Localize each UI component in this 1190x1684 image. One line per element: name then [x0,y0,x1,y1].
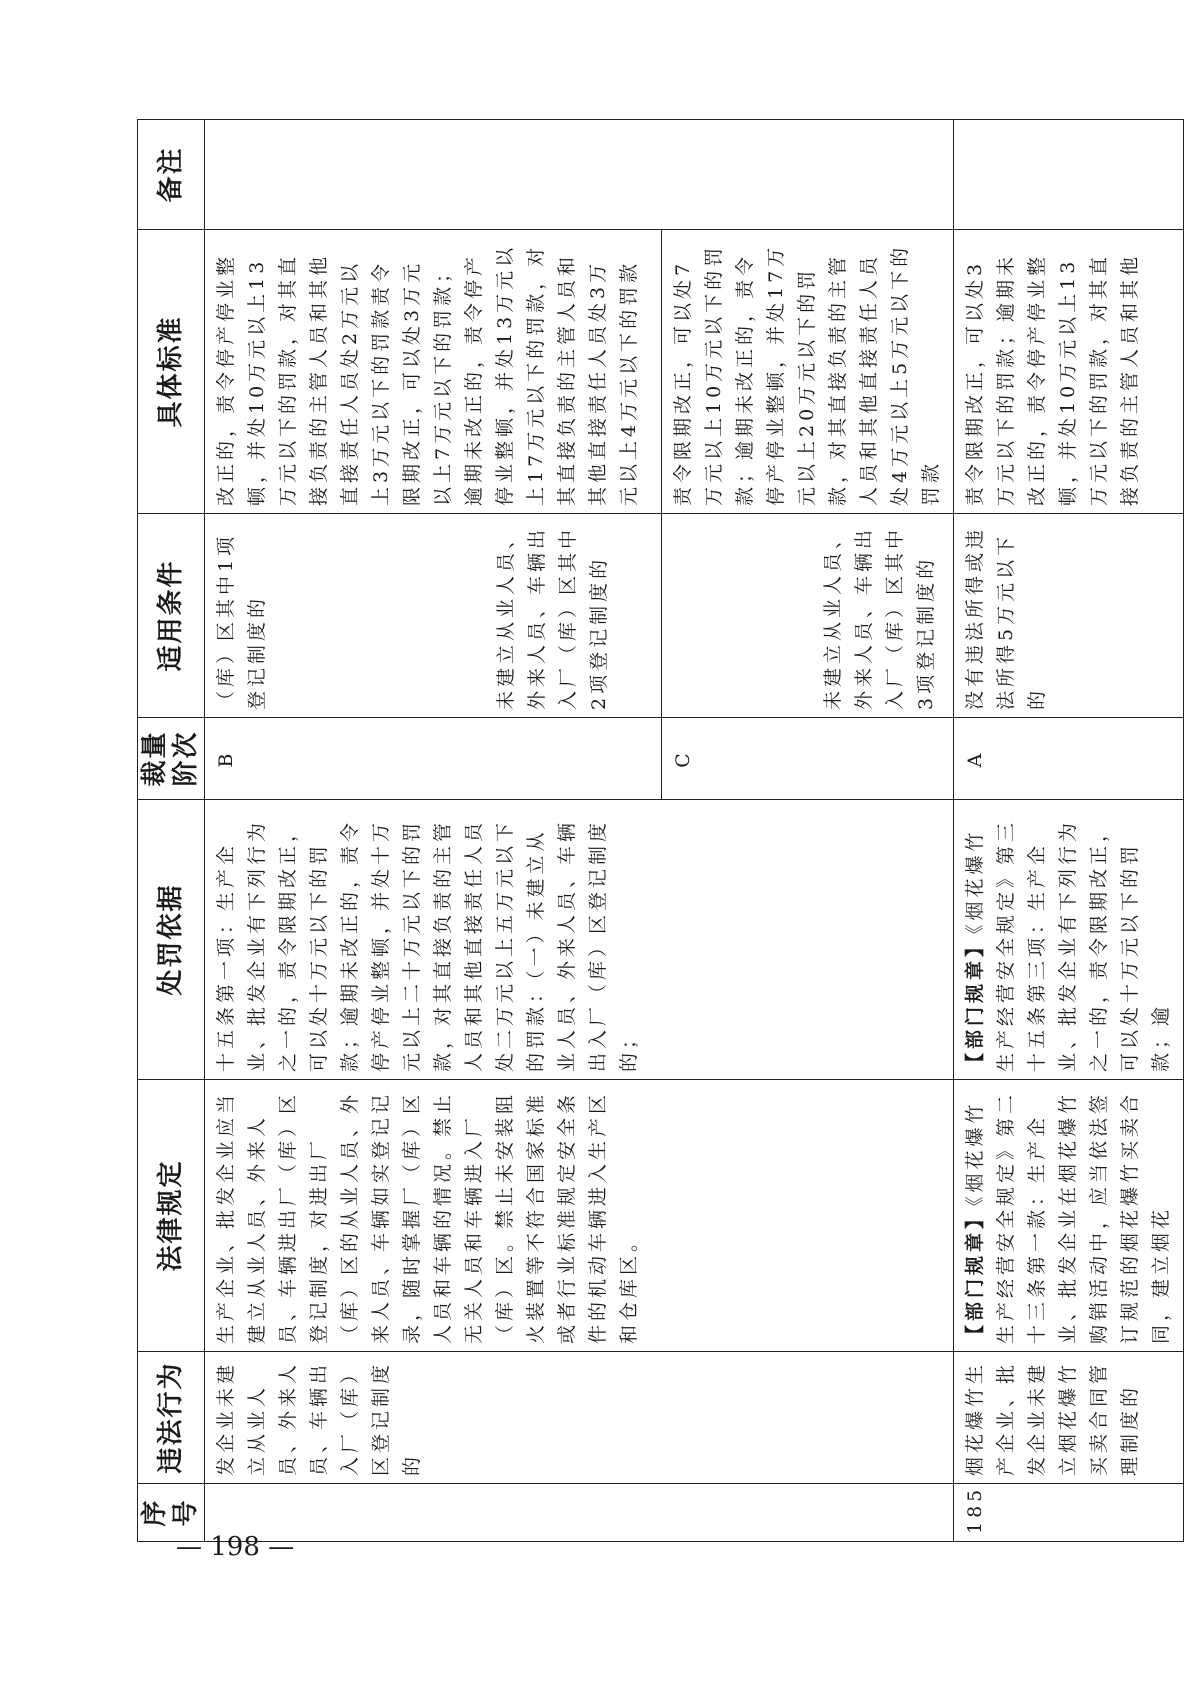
header-law: 法律规定 [138,1080,205,1352]
row1-cond-c [662,514,954,718]
row2-level: A [954,718,1184,800]
row1-std-b [205,230,662,514]
row2-act: 烟花爆竹生产企业、批发企业未建立烟花爆竹买卖合同管理制度的 [954,1352,1184,1484]
header-no: 序号 [138,1484,205,1542]
row1-no [205,1484,954,1542]
page-number: — 198 — [176,1532,295,1562]
row2-cond [954,514,1184,718]
row1-cond-b-text: 未建立从业人员、外来人员、车辆出入厂（库）区其中2项登记制度的 [495,525,610,710]
row2-law-text: 《烟花爆竹生产经营安全规定》第二十三条第一款：生产企业、批发企业在烟花爆竹购销活动中，应当依法签订规范的烟花爆竹买卖合同，建立烟花 [964,1090,1172,1344]
header-basis: 处罚依据 [138,800,205,1080]
row1-cond-a-text: （库）区其中1项登记制度的 [215,532,268,710]
penalty-table [137,119,1184,1542]
rotated-table-frame [137,120,1172,1542]
row1-std-b-text: 责令限期改正，可以处3万元以上7万元以下的罚款；逾期未改正的，责令停产停业整顿，并处13万元以上17万元以下的罚款，对其直接负责的主管人员和其他直接责任人员处3万元以上4万元以下的罚款 [370,243,640,506]
row1-std-a-text: 改正的，责令停产停业整顿，并处10万元以上13万元以下的罚款，对其直接负责的主管人员和其他直接责任人员处2万元以上3万元以下的罚款 [215,252,392,506]
row1-level-b: B [205,718,662,800]
row2-law-tag: 【部门规章】 [964,1205,986,1344]
row2-cond-text: 没有违法所得或违法所得5万元以下的 [964,525,1048,710]
table-row [954,120,1184,1542]
row2-note [954,120,1184,230]
table-row [205,120,662,1542]
row1-basis: 十五条第一项：生产企业、批发企业有下列行为之一的，责令限期改正，可以处十万元以下的罚款；逾期未改正的，责令停产停业整顿，并处十万元以上二十万元以下的罚款，对其直接负责的主管人员和其他直接责任人员处二万元以上五万元以下的罚款：（一）未建立从业人员、外来人员、车辆出入厂（库）区登记制度的； [205,800,954,1080]
row1-level-c: C [662,718,954,800]
header-std: 具体标准 [138,230,205,514]
row2-basis-text: 《烟花爆竹生产经营安全规定》第三十五条第三项：生产企业、批发企业有下列行为之一的，责令限期改正，可以处十万元以下的罚款；逾 [964,818,1172,1072]
header-level: 裁量阶次 [138,718,205,800]
row1-act: 发企业未建立从业人员、外来人员、车辆出入厂（库）区登记制度的 [205,1352,954,1484]
rotated-table-content [137,120,1172,1542]
row1-note [205,120,954,230]
row1-cond-c-text: 未建立从业人员、外来人员、车辆出入厂（库）区其中3项登记制度的 [822,525,937,710]
row2-no: 185 [954,1484,1184,1542]
row2-basis-tag: 【部门规章】 [964,933,986,1072]
header-act: 违法行为 [138,1352,205,1484]
row1-cond-b [205,514,662,718]
row1-std-c: 责令限期改正，可以处7万元以上10万元以下的罚款；逾期未改正的，责令停产停业整顿，并处17万元以上20万元以下的罚款，对其直接负责的主管人员和其他直接责任人员处4万元以上5万元以下的罚款 [662,230,954,514]
row2-basis [954,800,1184,1080]
header-row [138,120,205,1542]
row1-law: 生产企业、批发企业应当建立从业人员、外来人员、车辆进出厂（库）区登记制度，对进出厂（库）区的从业人员、外来人员、车辆如实登记记录，随时掌握厂（库）区人员和车辆的情况。禁止无关人员和车辆进入厂（库）区。禁止未安装阻火装置等不符合国家标准或者行业标准规定安全条件的机动车辆进入生产区和仓库区。 [205,1080,954,1352]
header-note: 备注 [138,120,205,230]
row2-std: 责令限期改正，可以处3万元以下的罚款；逾期未改正的，责令停产停业整顿，并处10万元以上13万元以下的罚款，对其直接负责的主管人员和其他 [954,230,1184,514]
row2-law [954,1080,1184,1352]
header-cond: 适用条件 [138,514,205,718]
